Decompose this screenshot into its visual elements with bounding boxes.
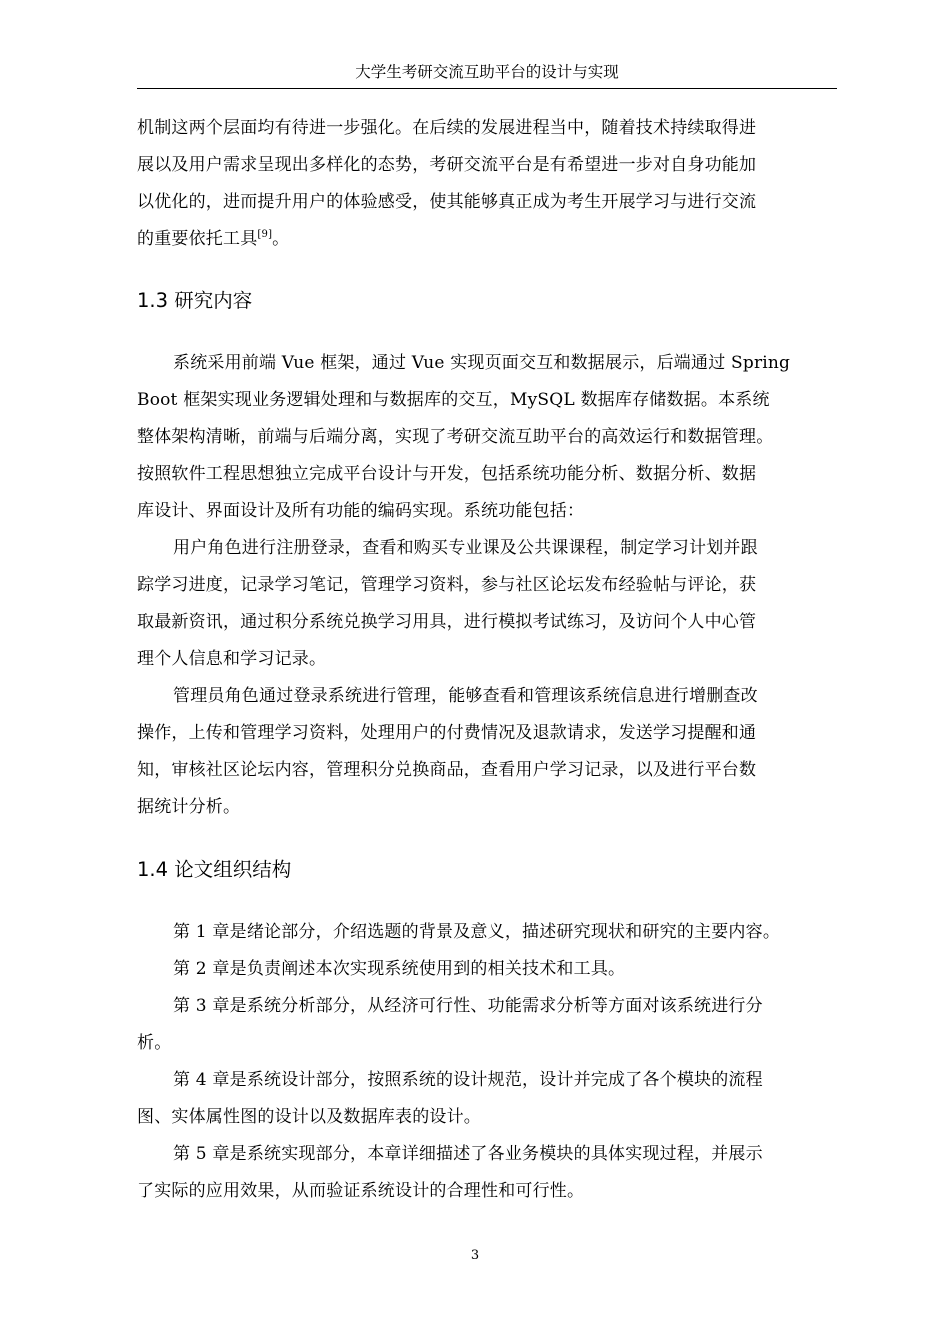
text-line: 以优化的，进而提升用户的体验感受，使其能够真正成为考生开展学习与进行交流 <box>137 192 757 212</box>
text-line: 了实际的应用效果，从而验证系统设计的合理性和可行性。 <box>137 1181 585 1201</box>
page-number: 3 <box>470 1248 480 1263</box>
text-line: 踪学习进度，记录学习笔记，管理学习资料，参与社区论坛发布经验帖与评论，获 <box>137 575 757 595</box>
text-line: 第 1 章是绪论部分，介绍选题的背景及意义，描述研究现状和研究的主要内容。 <box>173 922 781 942</box>
text-line: 机制这两个层面均有待进一步强化。在后续的发展进程当中，随着技术持续取得进 <box>137 118 757 138</box>
section-1-3-body <box>137 345 837 826</box>
text-line: 按照软件工程思想独立完成平台设计与开发，包括系统功能分析、数据分析、数据 <box>137 464 757 484</box>
text-line: 库设计、界面设计及所有功能的编码实现。系统功能包括： <box>137 501 585 521</box>
text-line: 管理员角色通过登录系统进行管理，能够查看和管理该系统信息进行增删查改 <box>173 686 758 706</box>
text-line: 用户角色进行注册登录，查看和购买专业课及公共课课程，制定学习计划并跟 <box>173 538 758 558</box>
text-line: 第 3 章是系统分析部分，从经济可行性、功能需求分析等方面对该系统进行分 <box>173 996 763 1016</box>
text-line: 操作，上传和管理学习资料，处理用户的付费情况及退款请求，发送学习提醒和通 <box>137 723 757 743</box>
section-heading-1-3: 1.3 研究内容 <box>137 289 253 312</box>
text-line: 知，审核社区论坛内容，管理积分兑换商品，查看用户学习记录，以及进行平台数 <box>137 760 757 780</box>
text-fragment: 的重要依托工具 <box>137 229 258 249</box>
citation-ref: [9] <box>257 229 273 240</box>
text-line: 取最新资讯，通过积分系统兑换学习用具，进行模拟考试练习，及访问个人中心管 <box>137 612 757 632</box>
text-line: 系统采用前端 Vue 框架，通过 Vue 实现页面交互和数据展示，后端通过 Spring <box>173 353 791 373</box>
text-line: Boot 框架实现业务逻辑处理和与数据库的交互，MySQL 数据库存储数据。本系统 <box>137 390 770 410</box>
text-line: 图、实体属性图的设计以及数据库表的设计。 <box>137 1107 481 1127</box>
intro-paragraph <box>137 110 837 258</box>
text-fragment: 。 <box>272 229 290 249</box>
section-1-4-body <box>137 914 837 1210</box>
text-line: 第 4 章是系统设计部分，按照系统的设计规范，设计并完成了各个模块的流程 <box>173 1070 763 1090</box>
text-line: 析。 <box>137 1033 172 1053</box>
header-rule <box>137 88 837 89</box>
text-line: 理个人信息和学习记录。 <box>137 649 327 669</box>
text-line-last <box>137 221 837 258</box>
running-header: 大学生考研交流互助平台的设计与实现 <box>355 63 619 81</box>
text-line: 第 2 章是负责阐述本次实现系统使用到的相关技术和工具。 <box>173 959 626 979</box>
text-line: 第 5 章是系统实现部分，本章详细描述了各业务模块的具体实现过程，并展示 <box>173 1144 763 1164</box>
section-heading-1-4: 1.4 论文组织结构 <box>137 858 292 881</box>
text-line: 展以及用户需求呈现出多样化的态势，考研交流平台是有希望进一步对自身功能加 <box>137 155 757 175</box>
text-line: 整体架构清晰，前端与后端分离，实现了考研交流互助平台的高效运行和数据管理。 <box>137 427 774 447</box>
text-line: 据统计分析。 <box>137 797 241 817</box>
